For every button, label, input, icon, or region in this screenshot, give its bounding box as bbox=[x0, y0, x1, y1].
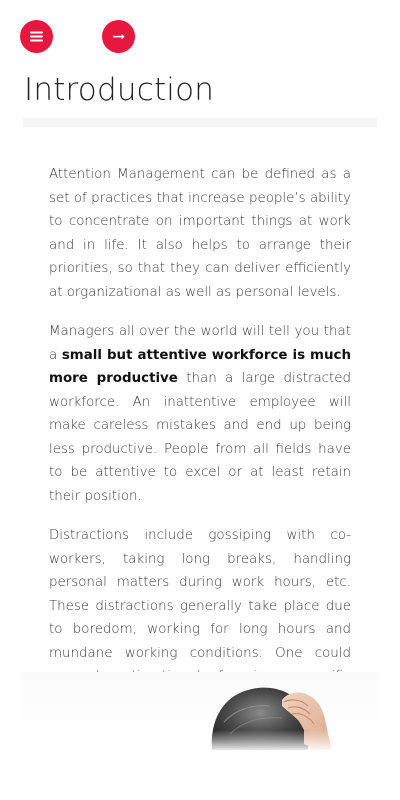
title-divider bbox=[23, 118, 377, 127]
hamburger-menu-icon bbox=[20, 20, 53, 53]
article-body bbox=[49, 163, 351, 728]
person-head-hand-photo bbox=[20, 672, 380, 750]
menu-button[interactable] bbox=[20, 20, 53, 53]
paragraph-definition: Attention Management can be defined as a set of practices that increase people’s ability to concentrate on important things at work and in life. It also helps to arrange their priorities, so that they can deliver efficiently at organizational as well as personal levels. bbox=[49, 167, 351, 300]
paragraph-text: Managers all over the world will tell you that a bbox=[49, 324, 351, 363]
illustration-image bbox=[20, 672, 380, 750]
next-button[interactable] bbox=[102, 20, 135, 53]
paragraph-text: than a large distracted workforce. An inattentive employee will make careless mistakes and end up being less productive. People from all fields have to be attentive to excel or at least retain their position. bbox=[49, 371, 352, 504]
paragraph-distractions: Distractions include gossiping with co-workers, taking long breaks, handling personal matters during work hours, etc. These distractions generally take place due to boredom, working for long hours and mundane working conditions. One could bbox=[49, 528, 351, 661]
bold-emphasis: small but attentive workforce is much more productive bbox=[49, 347, 351, 386]
paragraph-managers bbox=[49, 320, 351, 508]
page-title: Introduction bbox=[24, 72, 215, 108]
arrow-right-icon bbox=[102, 20, 135, 53]
